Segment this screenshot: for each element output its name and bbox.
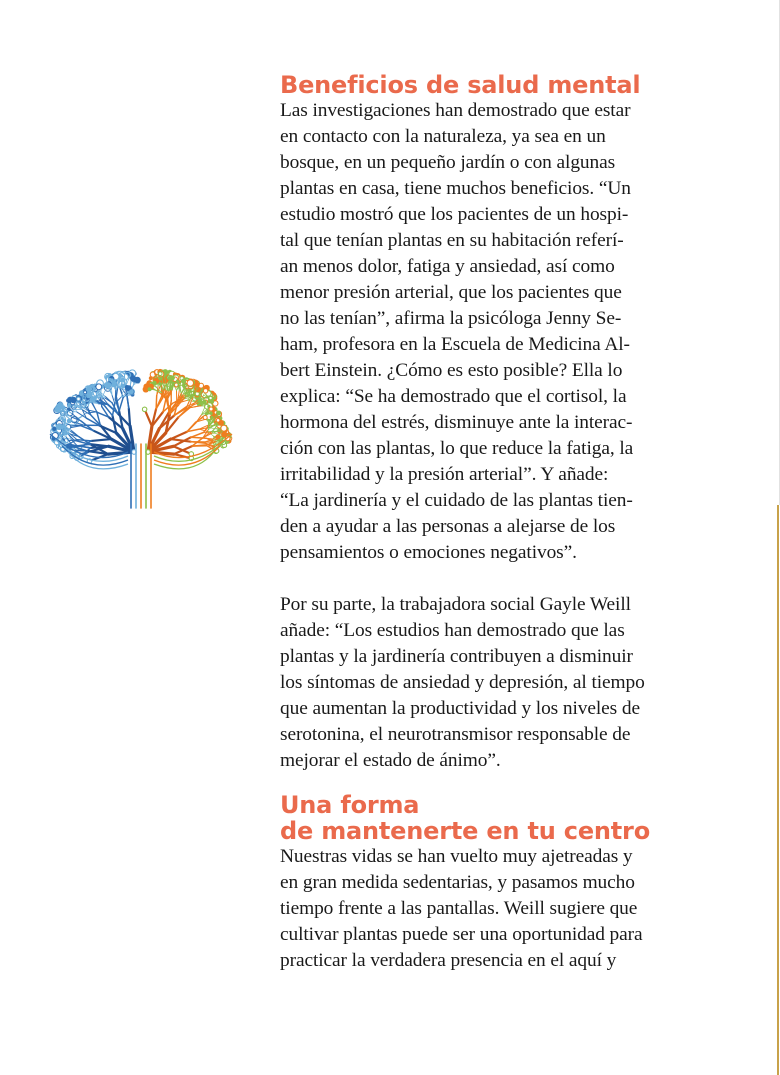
- text-line: an menos dolor, fatiga y ansiedad, así como: [280, 256, 615, 277]
- text-line: tiempo frente a las pantallas. Weill sugiere que: [280, 898, 638, 919]
- paragraph-research: [280, 98, 740, 566]
- article: [280, 72, 740, 974]
- heading-line: Una forma: [280, 791, 420, 819]
- text-line: mejorar el estado de ánimo”.: [280, 750, 501, 771]
- text-line: bert Einstein. ¿Cómo es esto posible? Ella lo: [280, 360, 623, 381]
- text-line: plantas en casa, tiene muchos beneficios. “Un: [280, 178, 631, 199]
- text-line: tal que tenían plantas en su habitación referí-: [280, 230, 624, 251]
- text-line: ham, profesora en la Escuela de Medicina Al-: [280, 334, 630, 355]
- text-line: añade: “Los estudios han demostrado que las: [280, 620, 625, 641]
- text-line: irritabilidad y la presión arterial”. Y añade:: [280, 464, 609, 485]
- text-line: en contacto con la naturaleza, ya sea en un: [280, 126, 606, 147]
- text-line: no las tenían”, afirma la psicóloga Jenny Se-: [280, 308, 622, 329]
- section-heading-mental-health: [280, 72, 740, 98]
- brain-right-hemisphere: [142, 369, 232, 469]
- text-line: bosque, en un pequeño jardín o con algunas: [280, 152, 616, 173]
- section-spacer: [280, 774, 740, 792]
- text-line: Nuestras vidas se han vuelto muy ajetreadas y: [280, 846, 633, 867]
- section-heading-centered: [280, 792, 740, 844]
- brain-tree-icon: [30, 284, 252, 512]
- text-line: en gran medida sedentarias, y pasamos mucho: [280, 872, 635, 893]
- paragraph-busy-lives: [280, 844, 740, 974]
- text-line: Las investigaciones han demostrado que estar: [280, 100, 631, 121]
- text-line: serotonina, el neurotransmisor responsable de: [280, 724, 631, 745]
- heading-line: de mantenerte en tu centro: [280, 817, 650, 845]
- text-line: explica: “Se ha demostrado que el cortisol, la: [280, 386, 627, 407]
- text-line: practicar la verdadera presencia en el aquí y: [280, 950, 617, 971]
- text-line: estudio mostró que los pacientes de un hospi-: [280, 204, 629, 225]
- text-line: Por su parte, la trabajadora social Gayle Weill: [280, 594, 631, 615]
- text-line: que aumentan la productividad y los niveles de: [280, 698, 640, 719]
- brain-left-hemisphere: [50, 370, 141, 469]
- text-line: “La jardinería y el cuidado de las plantas tien-: [280, 490, 633, 511]
- text-line: ción con las plantas, lo que reduce la fatiga, la: [280, 438, 634, 459]
- text-line: pensamientos o emociones negativos”.: [280, 542, 577, 563]
- heading-line: Beneficios de salud mental: [280, 71, 641, 99]
- text-line: cultivar plantas puede ser una oportunidad para: [280, 924, 643, 945]
- paragraph-weill: [280, 592, 740, 774]
- text-line: menor presión arterial, que los pacientes que: [280, 282, 622, 303]
- text-line: den a ayudar a las personas a alejarse de los: [280, 516, 616, 537]
- page-edge-rule: [777, 505, 779, 1075]
- paragraph-spacer: [280, 566, 740, 592]
- text-line: los síntomas de ansiedad y depresión, al tiempo: [280, 672, 645, 693]
- text-line: hormona del estrés, disminuye ante la interac-: [280, 412, 633, 433]
- text-line: plantas y la jardinería contribuyen a disminuir: [280, 646, 633, 667]
